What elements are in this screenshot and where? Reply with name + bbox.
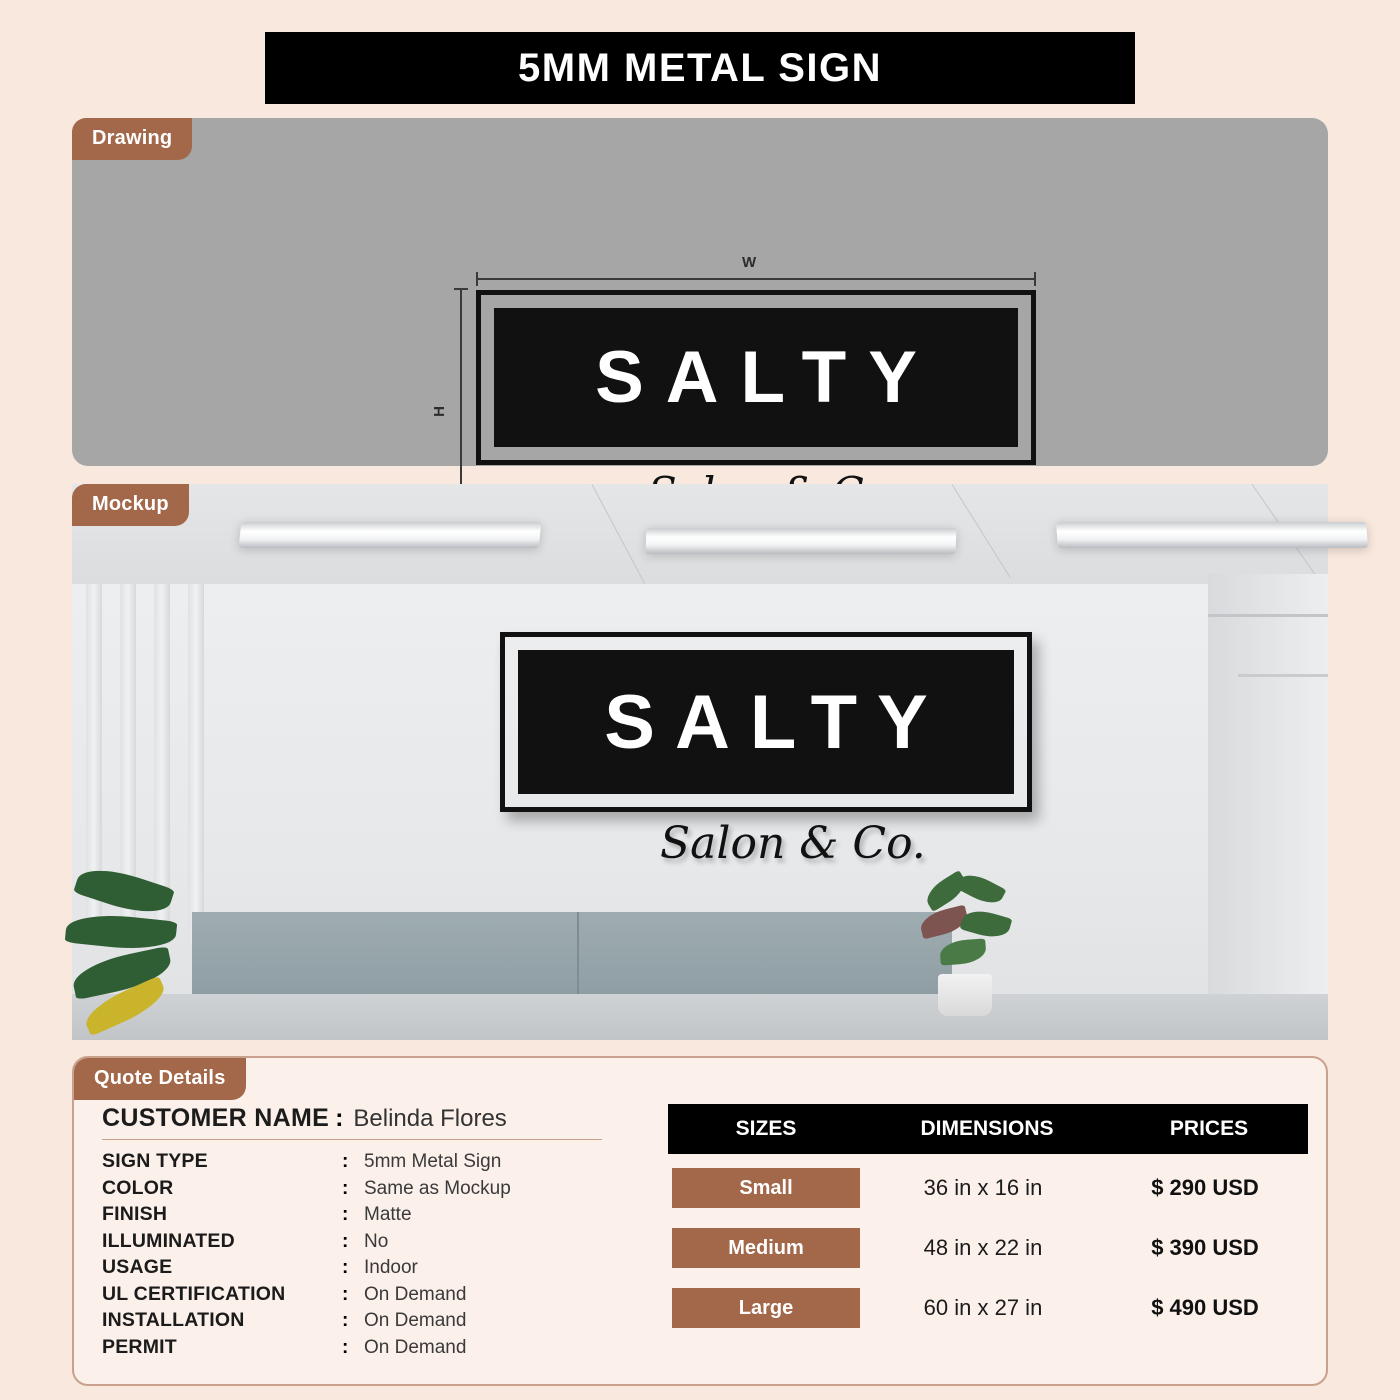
leaf: [960, 906, 1013, 942]
spec-colon: :: [342, 1310, 349, 1331]
sign-wordmark: SALTY: [604, 679, 948, 765]
spec-key: PERMIT: [102, 1335, 177, 1358]
table-row: [668, 1162, 1308, 1214]
sign-plate: [494, 308, 1018, 447]
leaf: [939, 938, 987, 965]
mockup-panel: [72, 484, 1328, 1040]
table-row: [668, 1222, 1308, 1274]
pricing-table: [668, 1104, 1308, 1334]
spec-row: [102, 1150, 612, 1177]
ceiling-light: [1056, 522, 1368, 548]
mockup-scene: [72, 484, 1328, 1040]
price-value: $ 490 USD: [1151, 1295, 1259, 1320]
column-header-sizes: SIZES: [735, 1117, 797, 1140]
page-title: 5MM METAL SIGN: [518, 45, 882, 90]
height-dimension-label: H: [430, 406, 448, 417]
mockup-panel-label: Mockup: [72, 484, 189, 526]
spec-value: On Demand: [364, 1310, 467, 1331]
drawing-panel-label: Drawing: [72, 118, 192, 160]
sign-plate: [518, 650, 1014, 794]
customer-name-value: Belinda Flores: [353, 1105, 507, 1132]
pricing-table-header: [668, 1104, 1308, 1154]
width-dimension-line: [476, 278, 1036, 280]
spec-row: [102, 1256, 612, 1283]
spec-value: No: [364, 1230, 389, 1252]
sign-wordmark: SALTY: [595, 337, 939, 418]
spec-key: SIGN TYPE: [102, 1150, 208, 1172]
customer-name-row: [102, 1104, 602, 1140]
spec-colon: :: [342, 1230, 349, 1252]
spec-value: 5mm Metal Sign: [364, 1151, 502, 1172]
right-wall-shelf: [1238, 674, 1328, 677]
spec-value: Indoor: [364, 1257, 418, 1278]
size-badge-small: Small: [672, 1168, 860, 1208]
spec-key: FINISH: [102, 1203, 168, 1225]
leaf: [73, 860, 175, 922]
spec-value: On Demand: [364, 1336, 467, 1358]
spec-key: ILLUMINATED: [102, 1229, 235, 1252]
spec-value: Same as Mockup: [364, 1177, 511, 1199]
sign-script-text: Salon & Co.: [660, 818, 926, 869]
spec-value: Matte: [364, 1204, 412, 1225]
spec-colon: :: [342, 1204, 349, 1225]
size-badge-large: Large: [672, 1288, 860, 1328]
table-row: [668, 1282, 1308, 1334]
dimensions-value: 60 in x 27 in: [923, 1295, 1043, 1320]
ceiling-light: [646, 528, 957, 554]
spec-row: [102, 1230, 612, 1257]
spec-key: UL CERTIFICATION: [102, 1282, 286, 1305]
spec-row: [102, 1283, 612, 1310]
price-value: $ 290 USD: [1151, 1175, 1259, 1200]
spec-colon: :: [342, 1336, 349, 1358]
column-header-prices: PRICES: [1169, 1117, 1249, 1140]
spec-row: [102, 1203, 612, 1230]
spec-key: USAGE: [102, 1256, 173, 1278]
dimensions-value: 48 in x 22 in: [923, 1235, 1043, 1260]
plant-right: [910, 876, 1020, 1016]
drawing-canvas: [72, 118, 1328, 466]
spec-row: [102, 1309, 612, 1336]
price-value: $ 390 USD: [1151, 1235, 1259, 1260]
column-header-dimensions: DIMENSIONS: [920, 1117, 1054, 1140]
sign-artwork-mockup: [500, 632, 1032, 869]
plant-pot: [938, 974, 992, 1016]
right-wall: [1208, 574, 1328, 1004]
customer-name-label: CUSTOMER NAME: [102, 1104, 330, 1132]
spec-list: [102, 1150, 612, 1362]
spec-value: On Demand: [364, 1283, 467, 1305]
spec-colon: :: [342, 1151, 349, 1172]
spec-colon: :: [342, 1283, 349, 1305]
plant-left: [72, 864, 192, 1024]
drawing-panel: [72, 118, 1328, 466]
floor: [72, 994, 1328, 1040]
right-wall-shelf: [1208, 614, 1328, 617]
page-title-bar: [265, 32, 1135, 104]
sign-artwork-drawing: [476, 290, 1036, 465]
spec-colon: :: [342, 1257, 349, 1278]
spec-key: INSTALLATION: [102, 1309, 245, 1331]
quote-details-panel: [72, 1056, 1328, 1386]
ceiling-light: [239, 522, 542, 548]
quote-panel-label: Quote Details: [74, 1058, 246, 1100]
customer-name-colon: :: [335, 1104, 344, 1132]
spec-row: [102, 1177, 612, 1204]
spec-colon: :: [342, 1177, 349, 1199]
width-dimension-label: W: [742, 254, 757, 271]
spec-key: COLOR: [102, 1176, 174, 1199]
dimensions-value: 36 in x 16 in: [923, 1175, 1043, 1200]
spec-row: [102, 1336, 612, 1363]
size-badge-medium: Medium: [672, 1228, 860, 1268]
